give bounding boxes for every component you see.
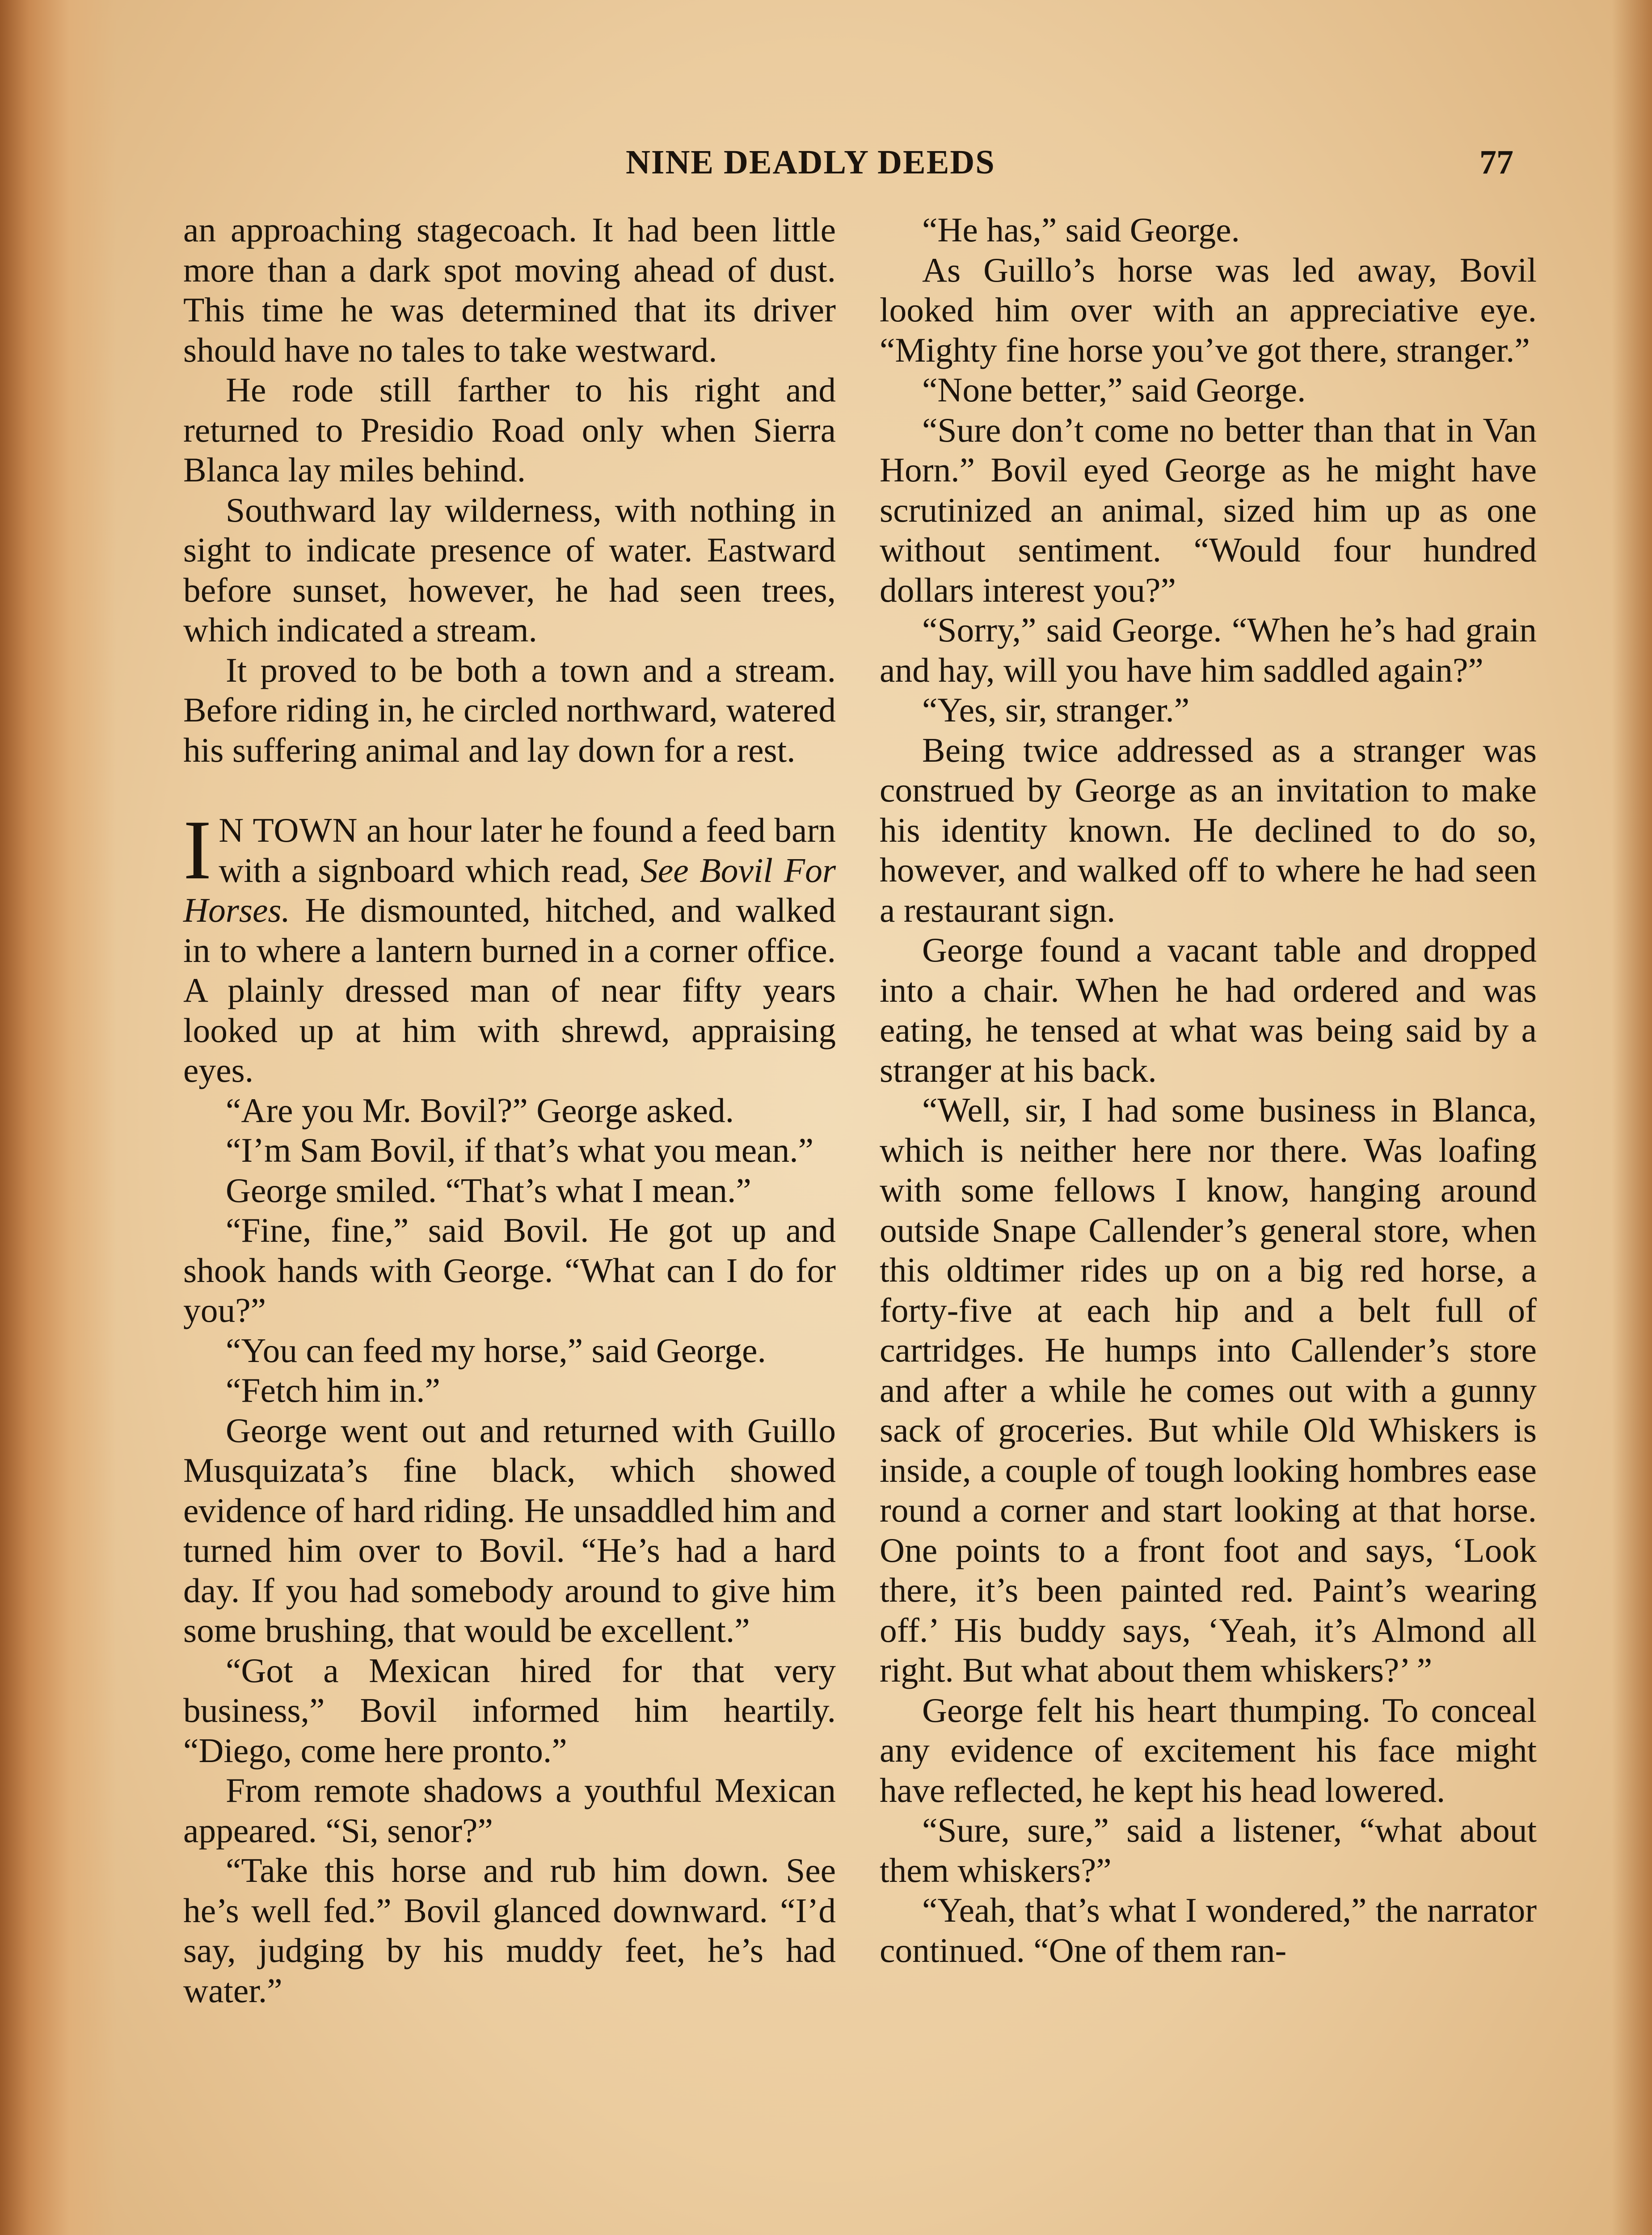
paragraph: “You can feed my horse,” said George.	[226, 1331, 766, 1370]
paragraph: George went out and returned with Guillo Musquizata’s fine black, which showed evidence of hard riding. He unsaddled him and turned him over to Bovil. “He’s had a hard day. If you had somebody around to give him some brushing, that would be excellent.”	[183, 1411, 836, 1649]
paragraph: From remote shadows a youthful Mexican appeared. “Si, senor?”	[183, 1771, 836, 1850]
paragraph: “Well, sir, I had some business in Blanca, which is neither here nor there. Was loafing with some fellows I know, hanging around outside Snape Callender’s general store, when this oldtimer rides up on a big red horse, a forty-five at each hip and a belt full of cartridges. He humps into Callender’s store and after a while he comes out with a gunny sack of groceries. But while Old Whiskers is inside, a couple of tough looking hombres ease round a corner and start looking at that horse. One points to a front foot and says, ‘Look there, it’s been painted red. Paint’s wearing off.’ His buddy says, ‘Yeah, it’s Almond all right. But what about them whiskers?’ ”	[880, 1091, 1537, 1689]
paragraph: George felt his heart thumping. To conceal any evidence of excitement his face might have reflected, he kept his head lowered.	[880, 1691, 1537, 1809]
paragraph: “He has,” said George.	[922, 211, 1240, 249]
paragraph: He rode still farther to his right and returned to Presidio Road only when Sierra Blanca lay miles behind.	[183, 371, 836, 489]
section-opening-paragraph	[183, 803, 836, 1091]
left-column	[183, 210, 836, 2011]
paragraph: “Fine, fine,” said Bovil. He got up and shook hands with George. “What can I do for you?”	[183, 1211, 836, 1329]
page-edge-shadow	[1612, 0, 1652, 2235]
page-binding-shadow	[0, 0, 116, 2235]
paragraph: “Fetch him in.”	[226, 1371, 440, 1409]
right-column	[880, 210, 1537, 1970]
paragraph: As Guillo’s horse was led away, Bovil looked him over with an appreciative eye. “Mighty fine horse you’ve got there, stranger.”	[880, 250, 1537, 369]
signboard-text: See Bovil For Horses.	[183, 851, 836, 929]
paragraph: “Sorry,” said George. “When he’s had grain and hay, will you have him saddled again?”	[880, 611, 1537, 689]
section-break	[183, 770, 836, 810]
paragraph: “Got a Mexican hired for that very business,” Bovil informed him heartily. “Diego, come here pronto.”	[183, 1651, 836, 1770]
paragraph: “Take this horse and rub him down. See he’s well fed.” Bovil glanced downward. “I’d say, judging by his muddy feet, he’s had water.”	[183, 1851, 836, 2010]
paragraph: George smiled. “That’s what I mean.”	[226, 1171, 751, 1210]
paragraph: Being twice addressed as a stranger was construed by George as an invitation to make his identity known. He declined to do so, however, and walked off to where he had seen a restaurant sign.	[880, 730, 1537, 929]
section-lead-caps: N TOWN	[219, 811, 358, 849]
paragraph: “Sure, sure,” said a listener, “what about them whiskers?”	[880, 1811, 1537, 1889]
paragraph: George found a vacant table and dropped into a chair. When he had ordered and was eating, he tensed at what was being said by a stranger at his back.	[880, 931, 1537, 1089]
running-title: NINE DEADLY DEEDS	[626, 143, 995, 181]
drop-cap: I	[183, 803, 212, 897]
section-text: He dismounted, hitched, and walked in to where a lantern burned in a corner office. A plainly dressed man of near fifty years looked up at him with shrewd, appraising eyes.	[183, 891, 836, 1089]
paragraph: Southward lay wilderness, with nothing in sight to indicate presence of water. Eastward before sunset, however, he had seen trees, which indicated a stream.	[183, 490, 836, 649]
paragraph: “None better,” said George.	[922, 371, 1306, 409]
paragraph: “Yeah, that’s what I wondered,” the narrator continued. “One of them ran-	[880, 1891, 1537, 1969]
paragraph: It proved to be both a town and a stream. Before riding in, he circled northward, watered his suffering animal and lay down for a rest.	[183, 650, 836, 769]
page-number: 77	[1479, 143, 1513, 181]
paragraph: “Are you Mr. Bovil?” George asked.	[226, 1091, 734, 1130]
paragraph: “Yes, sir, stranger.”	[922, 691, 1190, 729]
section-text: an hour later he found a feed barn with a signboard which read,	[219, 811, 836, 890]
page-header	[0, 143, 1652, 183]
paragraph: “Sure don’t come no better than that in Van Horn.” Bovil eyed George as he might have scrutinized an animal, sized him up as one without sentiment. “Would four hundred dollars interest you?”	[880, 410, 1537, 609]
paragraph: an approaching stagecoach. It had been little more than a dark spot moving ahead of dust. This time he was determined that its driver should have no tales to take westward.	[183, 211, 836, 369]
paragraph: “I’m Sam Bovil, if that’s what you mean.”	[226, 1131, 814, 1169]
